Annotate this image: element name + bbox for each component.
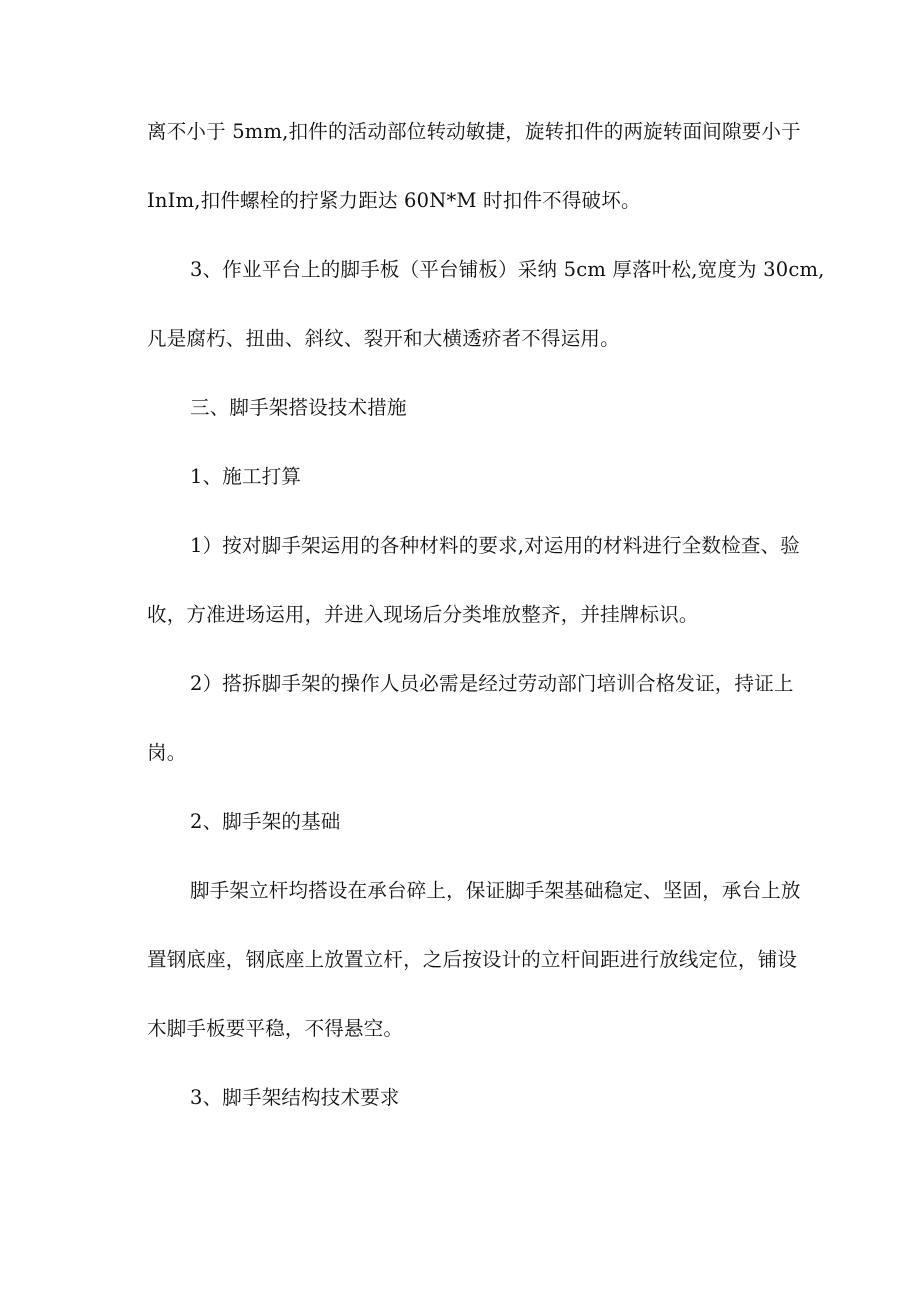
text-line: 岗。 <box>147 741 187 764</box>
section-heading: 三、脚手架搭设技术措施 <box>190 396 407 419</box>
subsection-heading: 2、脚手架的基础 <box>190 810 341 833</box>
subsection-heading: 1、施工打算 <box>190 465 302 488</box>
text-line: InIm,扣件螺栓的拧紧力距达 60N*M 时扣件不得破坏。 <box>147 189 641 212</box>
text-line: 置钢底座，钢底座上放置立杆，之后按设计的立杆间距进行放线定位，铺设 <box>147 948 798 971</box>
text-line: 木脚手板要平稳，不得悬空。 <box>147 1017 404 1040</box>
text-line: 脚手架立杆均搭设在承台碎上，保证脚手架基础稳定、坚固，承台上放 <box>190 879 801 902</box>
subsection-heading: 3、脚手架结构技术要求 <box>190 1086 400 1109</box>
text-line: 2）搭拆脚手架的操作人员必需是经过劳动部门培训合格发证，持证上 <box>190 672 794 695</box>
text-line: 收，方准进场运用，并进入现场后分类堆放整齐，并挂牌标识。 <box>147 603 699 626</box>
text-line: 凡是腐朽、扭曲、斜纹、裂开和大横透疥者不得运用。 <box>147 327 620 350</box>
text-line: 1）按对脚手架运用的各种材料的要求,对运用的材料进行全数检查、验 <box>190 534 801 557</box>
text-line: 离不小于 5mm,扣件的活动部位转动敏捷，旋转扣件的两旋转面间隙要小于 <box>147 120 801 143</box>
text-line: 3、作业平台上的脚手板（平台铺板）采纳 5cm 厚落叶松,宽度为 30cm, <box>190 258 825 281</box>
